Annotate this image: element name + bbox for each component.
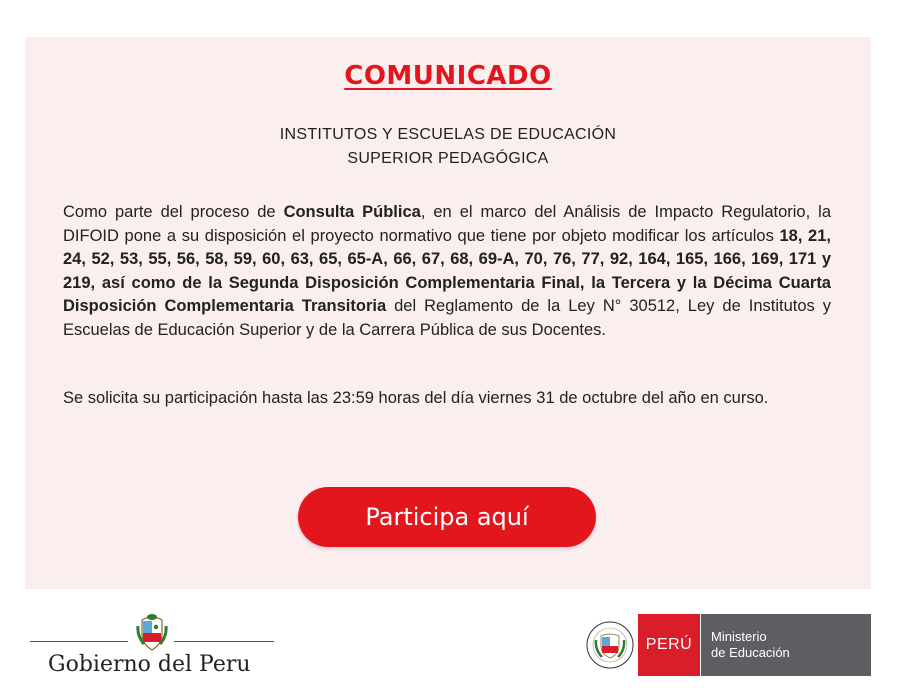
para1-text-2: , en el marco del Análisis de Impacto Regulatorio, la DIFOID pone a su disposición el proyecto normativo que tiene por objeto modificar los artículos [63,203,832,245]
gobierno-del-peru-logo [30,612,275,682]
ministerio-line-2: de Educación [711,645,790,660]
para1-bold-articulos: 18, 21, 24, 52, 53, 55, 56, 58, 59, 60, 63, 65, 65-A, 66, 67, 68, 69-A, 70, 76, 77, 92, 164, 165, 166, 169, 171 y 219, así como de la Segunda Disposición Complementaria Final, la Tercera y la Décima Cuarta Disposición Complementaria Transitoria [63,226,831,315]
announcement-paragraph-1 [63,201,831,342]
participa-button[interactable]: Participa aquí [298,487,596,547]
subtitle-line-2: SUPERIOR PEDAGÓGICA [347,150,549,167]
ministerio-educacion-logo [585,614,871,676]
logo-divider-right [174,641,274,642]
peru-brand-block: PERÚ [638,614,700,676]
gobierno-del-peru-text: Gobierno del Peru [48,652,251,677]
ministerio-block [700,614,871,676]
para1-bold-consulta: Consulta Pública [283,203,421,221]
coat-of-arms-icon [136,612,168,652]
announcement-subtitle [25,123,871,171]
announcement-paragraph-2: Se solicita su participación hasta las 23:59 horas del día viernes 31 de octubre del año en curso. [63,389,769,407]
para1-text-1: Como parte del proceso de [63,203,284,221]
logo-divider-left [30,641,128,642]
para1-text-3: del Reglamento de la Ley N° 30512, Ley de Institutos y Escuelas de Educación Superior y de la Carrera Pública de sus Docentes. [63,297,832,339]
ministerio-line-1: Ministerio [711,629,767,644]
subtitle-line-1: INSTITUTOS Y ESCUELAS DE EDUCACIÓN [279,126,617,143]
announcement-card [25,37,871,589]
announcement-title: COMUNICADO [344,61,552,91]
national-seal-icon [585,616,635,674]
